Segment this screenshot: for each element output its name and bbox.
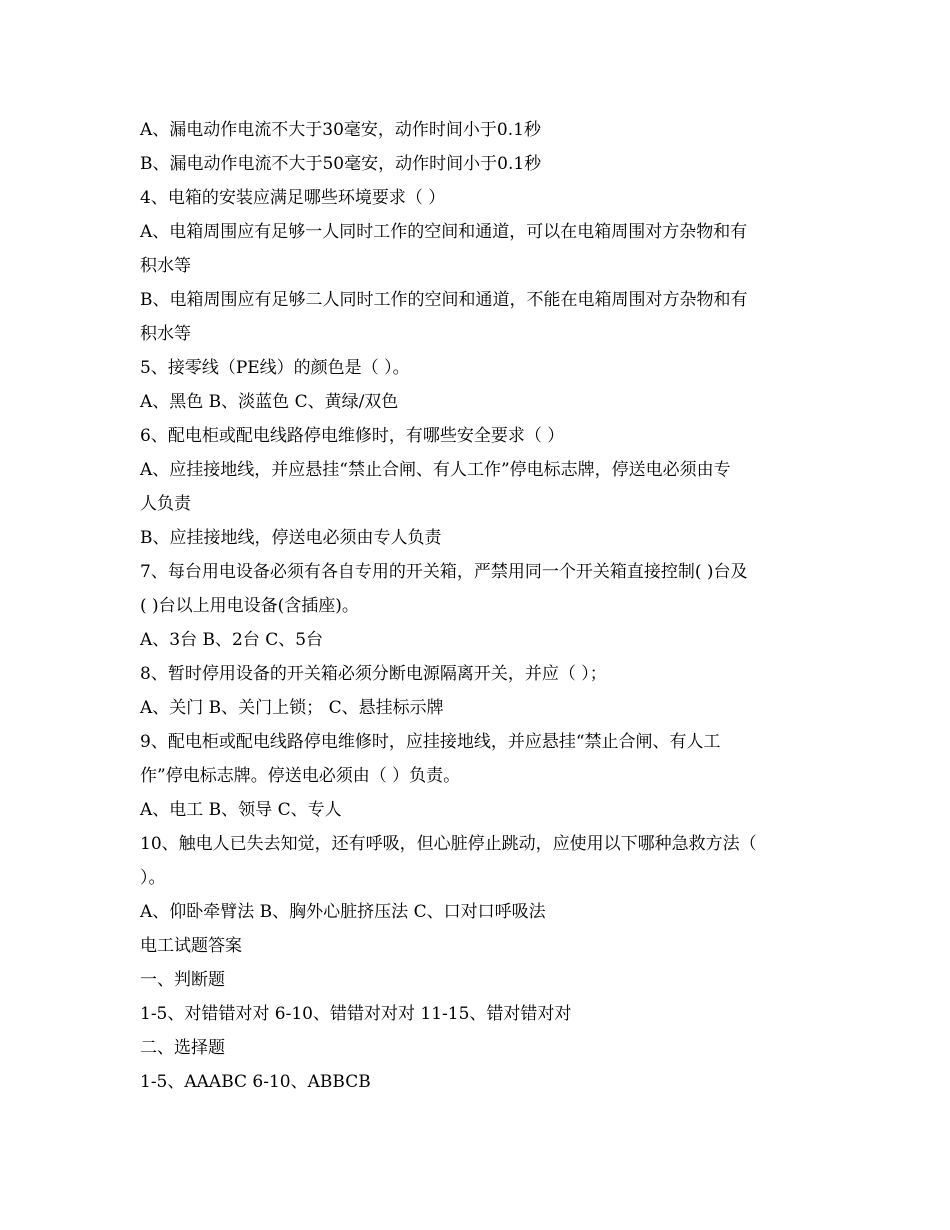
option-line: B、应挂接地线，停送电必须由专人负责 [140,528,442,548]
question-line-continued: 作”停电标志牌。停送电必须由（ ）负责。 [140,766,461,786]
question-line: 7、每台用电设备必须有各自专用的开关箱，严禁用同一个开关箱直接控制( )台及 [140,562,748,582]
option-line: A、电箱周围应有足够一人同时工作的空间和通道，可以在电箱周围对方杂物和有 [140,222,748,242]
question-line-continued: ）。 [140,868,166,888]
question-line: 6、配电柜或配电线路停电维修时，有哪些安全要求（ ） [140,426,565,446]
question-line: 5、接零线（PE线）的颜色是（ ）。 [140,358,410,378]
question-line: 8、暂时停用设备的开关箱必须分断电源隔离开关，并应（ ）； [140,664,607,684]
answer-subheading: 二、选择题 [140,1038,225,1058]
answer-line: 1-5、AAABC 6-10、ABBCB [140,1072,371,1092]
question-line-continued: ( )台以上用电设备(含插座)。 [140,596,359,616]
answer-subheading: 一、判断题 [140,970,225,990]
question-line: 10、触电人已失去知觉，还有呼吸，但心脏停止跳动，应使用以下哪种急救方法（ [140,834,757,854]
option-line: A、电工 B、领导 C、专人 [140,800,342,820]
document-body [140,113,815,1099]
option-line: A、关门 B、关门上锁； C、悬挂标示牌 [140,698,444,718]
answer-line: 1-5、对错错对对 6-10、错错对对对 11-15、错对错对对 [140,1004,572,1024]
option-line-continued: 人负责 [140,494,191,514]
option-line-continued: 积水等 [140,256,191,276]
option-line: A、应挂接地线，并应悬挂“禁止合闸、有人工作”停电标志牌，停送电必须由专 [140,460,731,480]
question-line: 9、配电柜或配电线路停电维修时，应挂接地线，并应悬挂“禁止合闸、有人工 [140,732,721,752]
answer-section-title: 电工试题答案 [140,936,242,956]
option-line: A、黑色 B、淡蓝色 C、黄绿/双色 [140,392,399,412]
option-line: B、漏电动作电流不大于50毫安，动作时间小于0.1秒 [140,154,542,174]
option-line: A、3台 B、2台 C、5台 [140,630,324,650]
question-line: 4、电箱的安装应满足哪些环境要求（ ） [140,188,446,208]
option-line: A、仰卧牵臂法 B、胸外心脏挤压法 C、口对口呼吸法 [140,902,546,922]
option-line: A、漏电动作电流不大于30毫安，动作时间小于0.1秒 [140,120,541,140]
option-line: B、电箱周围应有足够二人同时工作的空间和通道，不能在电箱周围对方杂物和有 [140,290,748,310]
option-line-continued: 积水等 [140,324,191,344]
